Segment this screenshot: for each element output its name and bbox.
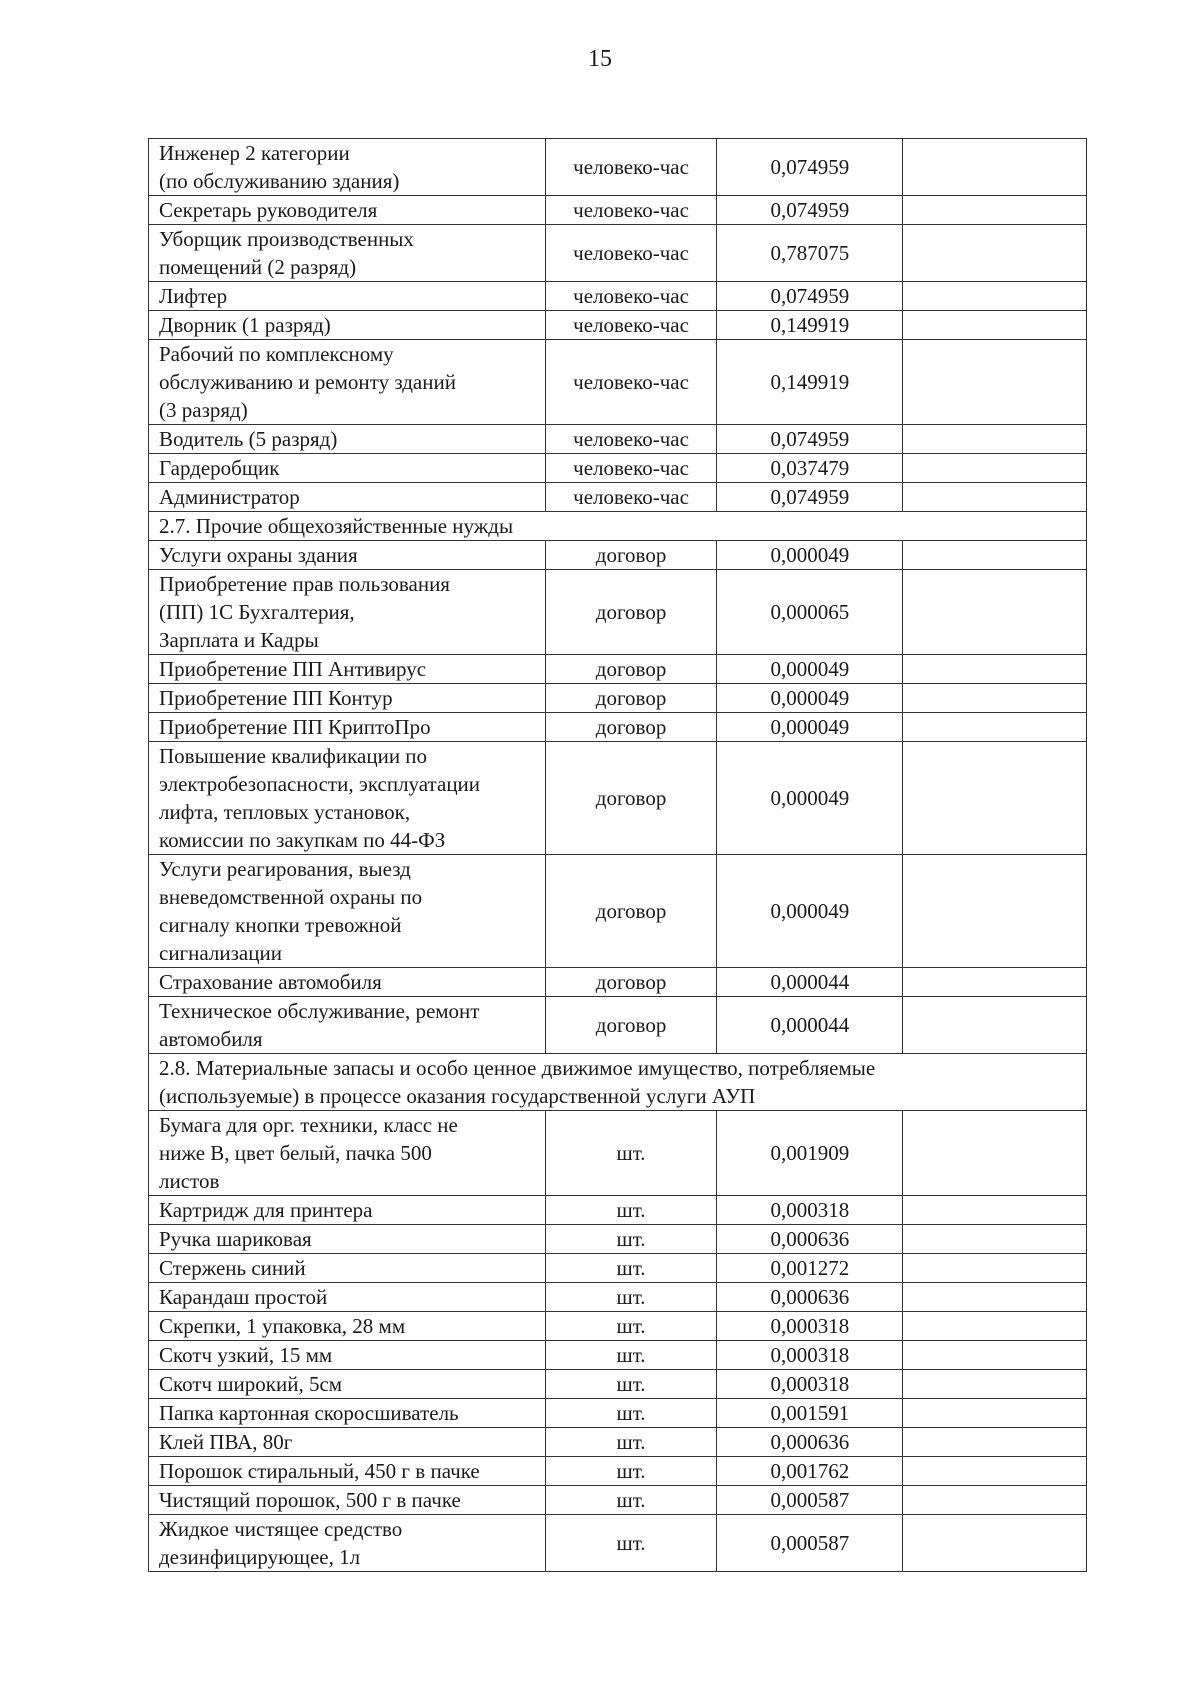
empty-cell (903, 1457, 1087, 1486)
norm-value-cell: 0,001272 (717, 1254, 903, 1283)
empty-cell (903, 282, 1087, 311)
norm-value-cell: 0,000049 (717, 684, 903, 713)
norm-value-cell: 0,000636 (717, 1225, 903, 1254)
table-row (149, 1225, 1087, 1254)
empty-cell (903, 1428, 1087, 1457)
empty-cell (903, 454, 1087, 483)
empty-cell (903, 1254, 1087, 1283)
item-name-cell: Приобретение ПП Контур (149, 684, 546, 713)
unit-cell: человеко-час (545, 225, 717, 282)
item-name-cell: Скотч узкий, 15 мм (149, 1341, 546, 1370)
table-row (149, 196, 1087, 225)
item-name-cell: Скотч широкий, 5см (149, 1370, 546, 1399)
table-row (149, 1111, 1087, 1196)
unit-cell: человеко-час (545, 454, 717, 483)
table-row (149, 1341, 1087, 1370)
table-row (149, 655, 1087, 684)
item-name-cell: Уборщик производственных помещений (2 разряд) (149, 225, 546, 282)
empty-cell (903, 655, 1087, 684)
empty-cell (903, 541, 1087, 570)
norm-value-cell: 0,074959 (717, 196, 903, 225)
empty-cell (903, 1341, 1087, 1370)
item-name-cell: Водитель (5 разряд) (149, 425, 546, 454)
norm-value-cell: 0,000318 (717, 1196, 903, 1225)
norm-value-cell: 0,000049 (717, 655, 903, 684)
unit-cell: шт. (545, 1111, 717, 1196)
item-name-cell: Папка картонная скоросшиватель (149, 1399, 546, 1428)
item-name-cell: Клей ПВА, 80г (149, 1428, 546, 1457)
unit-cell: договор (545, 742, 717, 855)
empty-cell (903, 1399, 1087, 1428)
norm-value-cell: 0,074959 (717, 425, 903, 454)
table-row (149, 139, 1087, 196)
norm-value-cell: 0,000636 (717, 1283, 903, 1312)
section-header-row (149, 512, 1087, 541)
table-row (149, 225, 1087, 282)
empty-cell (903, 1111, 1087, 1196)
section-header-row (149, 1054, 1087, 1111)
page-number: 15 (588, 46, 612, 72)
empty-cell (903, 1515, 1087, 1572)
norm-value-cell: 0,001591 (717, 1399, 903, 1428)
empty-cell (903, 713, 1087, 742)
empty-cell (903, 684, 1087, 713)
item-name-cell: Жидкое чистящее средство дезинфицирующее, 1л (149, 1515, 546, 1572)
table-row (149, 1196, 1087, 1225)
unit-cell: человеко-час (545, 282, 717, 311)
table-row (149, 1486, 1087, 1515)
unit-cell: человеко-час (545, 340, 717, 425)
empty-cell (903, 483, 1087, 512)
table-row (149, 541, 1087, 570)
empty-cell (903, 570, 1087, 655)
unit-cell: договор (545, 997, 717, 1054)
empty-cell (903, 196, 1087, 225)
unit-cell: договор (545, 713, 717, 742)
table-row (149, 855, 1087, 968)
empty-cell (903, 340, 1087, 425)
item-name-cell: Инженер 2 категории (по обслуживанию здания) (149, 139, 546, 196)
empty-cell (903, 1225, 1087, 1254)
item-name-cell: Приобретение ПП КриптоПро (149, 713, 546, 742)
norm-value-cell: 0,001909 (717, 1111, 903, 1196)
item-name-cell: Бумага для орг. техники, класс не ниже В, цвет белый, пачка 500 листов (149, 1111, 546, 1196)
empty-cell (903, 742, 1087, 855)
item-name-cell: Услуги охраны здания (149, 541, 546, 570)
norm-value-cell: 0,000049 (717, 855, 903, 968)
item-name-cell: Услуги реагирования, выезд вневедомственной охраны по сигналу кнопки тревожной сигнализации (149, 855, 546, 968)
empty-cell (903, 1196, 1087, 1225)
table-row (149, 425, 1087, 454)
section-title: 2.8. Материальные запасы и особо ценное движимое имущество, потребляемые (используемые) в процессе оказания государственной услуги АУП (149, 1054, 1087, 1111)
table-row (149, 742, 1087, 855)
table-row (149, 1254, 1087, 1283)
item-name-cell: Скрепки, 1 упаковка, 28 мм (149, 1312, 546, 1341)
empty-cell (903, 1370, 1087, 1399)
empty-cell (903, 968, 1087, 997)
unit-cell: договор (545, 541, 717, 570)
norm-value-cell: 0,000318 (717, 1312, 903, 1341)
item-name-cell: Приобретение прав пользования (ПП) 1С Бухгалтерия, Зарплата и Кадры (149, 570, 546, 655)
empty-cell (903, 425, 1087, 454)
unit-cell: договор (545, 968, 717, 997)
unit-cell: человеко-час (545, 196, 717, 225)
norm-value-cell: 0,037479 (717, 454, 903, 483)
table-row (149, 684, 1087, 713)
unit-cell: шт. (545, 1370, 717, 1399)
item-name-cell: Рабочий по комплексному обслуживанию и ремонту зданий (3 разряд) (149, 340, 546, 425)
norm-value-cell: 0,000587 (717, 1515, 903, 1572)
empty-cell (903, 311, 1087, 340)
norm-value-cell: 0,000587 (717, 1486, 903, 1515)
item-name-cell: Порошок стиральный, 450 г в пачке (149, 1457, 546, 1486)
empty-cell (903, 1486, 1087, 1515)
item-name-cell: Гардеробщик (149, 454, 546, 483)
table-row (149, 1399, 1087, 1428)
unit-cell: договор (545, 570, 717, 655)
unit-cell: шт. (545, 1196, 717, 1225)
table-row (149, 713, 1087, 742)
norm-value-cell: 0,000318 (717, 1370, 903, 1399)
item-name-cell: Картридж для принтера (149, 1196, 546, 1225)
norm-value-cell: 0,149919 (717, 340, 903, 425)
item-name-cell: Страхование автомобиля (149, 968, 546, 997)
norm-value-cell: 0,074959 (717, 282, 903, 311)
table-row (149, 968, 1087, 997)
unit-cell: шт. (545, 1254, 717, 1283)
item-name-cell: Приобретение ПП Антивирус (149, 655, 546, 684)
item-name-cell: Секретарь руководителя (149, 196, 546, 225)
item-name-cell: Повышение квалификации по электробезопасности, эксплуатации лифта, тепловых установок, комиссии по закупкам по 44-ФЗ (149, 742, 546, 855)
table-row (149, 570, 1087, 655)
norm-value-cell: 0,000044 (717, 968, 903, 997)
unit-cell: договор (545, 684, 717, 713)
item-name-cell: Ручка шариковая (149, 1225, 546, 1254)
unit-cell: шт. (545, 1457, 717, 1486)
unit-cell: человеко-час (545, 139, 717, 196)
empty-cell (903, 1283, 1087, 1312)
unit-cell: шт. (545, 1312, 717, 1341)
item-name-cell: Техническое обслуживание, ремонт автомобиля (149, 997, 546, 1054)
norm-value-cell: 0,000049 (717, 713, 903, 742)
item-name-cell: Карандаш простой (149, 1283, 546, 1312)
unit-cell: договор (545, 855, 717, 968)
table-row (149, 997, 1087, 1054)
empty-cell (903, 225, 1087, 282)
table-row (149, 1515, 1087, 1572)
unit-cell: шт. (545, 1399, 717, 1428)
table-row (149, 340, 1087, 425)
empty-cell (903, 855, 1087, 968)
norms-table (148, 138, 1087, 1572)
norm-value-cell: 0,001762 (717, 1457, 903, 1486)
norm-value-cell: 0,000044 (717, 997, 903, 1054)
table-row (149, 1283, 1087, 1312)
item-name-cell: Стержень синий (149, 1254, 546, 1283)
item-name-cell: Дворник (1 разряд) (149, 311, 546, 340)
norm-value-cell: 0,000049 (717, 541, 903, 570)
norm-value-cell: 0,074959 (717, 483, 903, 512)
table-row (149, 1370, 1087, 1399)
norm-value-cell: 0,074959 (717, 139, 903, 196)
table-row (149, 1457, 1087, 1486)
unit-cell: человеко-час (545, 425, 717, 454)
section-title: 2.7. Прочие общехозяйственные нужды (149, 512, 1087, 541)
table-row (149, 454, 1087, 483)
item-name-cell: Администратор (149, 483, 546, 512)
unit-cell: шт. (545, 1486, 717, 1515)
unit-cell: шт. (545, 1515, 717, 1572)
table-row (149, 282, 1087, 311)
empty-cell (903, 997, 1087, 1054)
norm-value-cell: 0,000318 (717, 1341, 903, 1370)
unit-cell: шт. (545, 1341, 717, 1370)
unit-cell: договор (545, 655, 717, 684)
norm-value-cell: 0,000636 (717, 1428, 903, 1457)
norm-value-cell: 0,787075 (717, 225, 903, 282)
table-row (149, 1312, 1087, 1341)
unit-cell: шт. (545, 1283, 717, 1312)
table-row (149, 311, 1087, 340)
norm-value-cell: 0,000049 (717, 742, 903, 855)
unit-cell: человеко-час (545, 311, 717, 340)
table-row (149, 1428, 1087, 1457)
empty-cell (903, 1312, 1087, 1341)
item-name-cell: Лифтер (149, 282, 546, 311)
table-row (149, 483, 1087, 512)
unit-cell: шт. (545, 1428, 717, 1457)
empty-cell (903, 139, 1087, 196)
item-name-cell: Чистящий порошок, 500 г в пачке (149, 1486, 546, 1515)
unit-cell: человеко-час (545, 483, 717, 512)
norm-value-cell: 0,000065 (717, 570, 903, 655)
unit-cell: шт. (545, 1225, 717, 1254)
norm-value-cell: 0,149919 (717, 311, 903, 340)
